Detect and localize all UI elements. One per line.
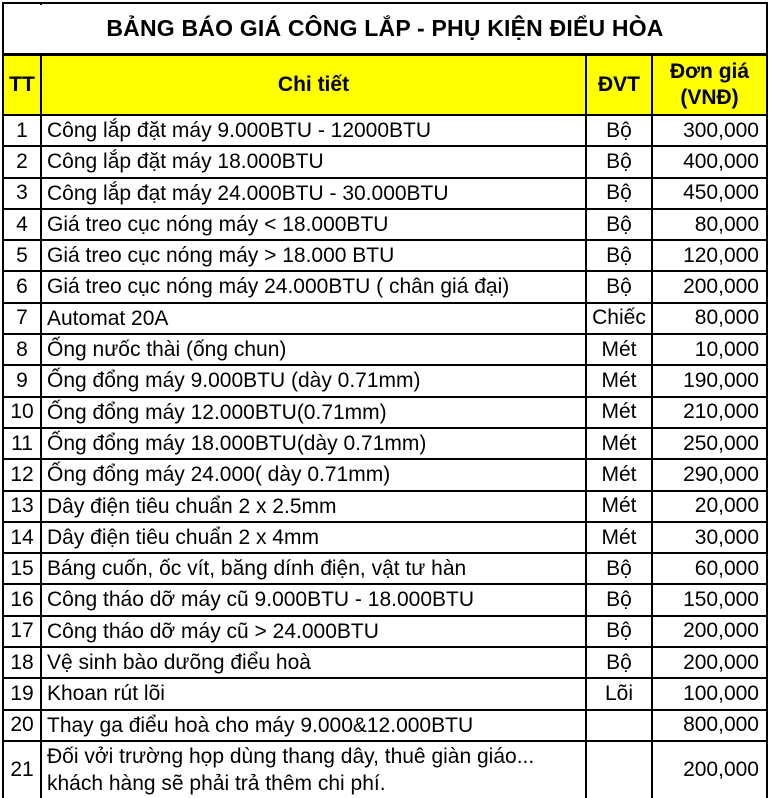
price-cell: 150,000 bbox=[652, 584, 767, 615]
unit-cell: Bộ bbox=[586, 178, 652, 209]
detail-cell: Báng cuốn, ốc vít, băng dính điện, vật tư hàn bbox=[41, 553, 586, 584]
detail-cell: Giá treo cục nóng máy < 18.000BTU bbox=[41, 209, 586, 240]
detail-cell: Công lắp đạt máy 24.000BTU - 30.000BTU bbox=[41, 178, 586, 209]
price-cell: 190,000 bbox=[652, 365, 767, 396]
price-cell: 60,000 bbox=[652, 553, 767, 584]
unit-cell: Bộ bbox=[586, 115, 652, 146]
price-cell: 200,000 bbox=[652, 616, 767, 647]
unit-cell: Bộ bbox=[586, 647, 652, 678]
unit-cell: Bộ bbox=[586, 209, 652, 240]
price-cell: 80,000 bbox=[652, 209, 767, 240]
table-row bbox=[3, 334, 767, 365]
detail-cell: Công tháo dỡ máy cũ 9.000BTU - 18.000BTU bbox=[41, 584, 586, 615]
row-number-cell: 15 bbox=[3, 553, 41, 584]
row-number-cell: 8 bbox=[3, 334, 41, 365]
title-row bbox=[3, 3, 767, 55]
price-cell: 210,000 bbox=[652, 397, 767, 428]
table-row bbox=[3, 678, 767, 709]
row-number-cell: 20 bbox=[3, 710, 41, 741]
table-row bbox=[3, 584, 767, 615]
price-cell: 200,000 bbox=[652, 271, 767, 302]
detail-cell: Automat 20A bbox=[41, 303, 586, 334]
price-list-page bbox=[0, 2, 770, 798]
row-number-cell: 17 bbox=[3, 616, 41, 647]
unit-cell: Bộ bbox=[586, 240, 652, 271]
price-table bbox=[2, 2, 768, 798]
detail-cell: Dây điện tiêu chuẩn 2 x 4mm bbox=[41, 522, 586, 553]
detail-cell: Ống đổng máy 18.000BTU(dày 0.71mm) bbox=[41, 428, 586, 459]
row-number-cell: 11 bbox=[3, 428, 41, 459]
price-cell: 200,000 bbox=[652, 741, 767, 798]
table-row bbox=[3, 459, 767, 490]
price-cell: 200,000 bbox=[652, 647, 767, 678]
price-cell: 30,000 bbox=[652, 522, 767, 553]
table-row bbox=[3, 178, 767, 209]
row-number-cell: 12 bbox=[3, 459, 41, 490]
detail-cell: Công lắp đặt máy 18.000BTU bbox=[41, 146, 586, 177]
column-header-detail: Chi tiết bbox=[41, 55, 586, 116]
table-row bbox=[3, 522, 767, 553]
detail-cell: Vệ sinh bào dưõng điểu hoà bbox=[41, 647, 586, 678]
unit-cell: Bộ bbox=[586, 584, 652, 615]
unit-cell: Bộ bbox=[586, 553, 652, 584]
detail-cell: Công tháo dỡ máy cũ > 24.000BTU bbox=[41, 616, 586, 647]
unit-cell: Lõi bbox=[586, 678, 652, 709]
unit-cell: Mét bbox=[586, 459, 652, 490]
column-header-price: Đơn giá (VNĐ) bbox=[652, 55, 767, 116]
row-number-cell: 9 bbox=[3, 365, 41, 396]
row-number-cell: 1 bbox=[3, 115, 41, 146]
table-row bbox=[3, 271, 767, 302]
unit-cell: Mét bbox=[586, 428, 652, 459]
price-cell: 120,000 bbox=[652, 240, 767, 271]
detail-cell: Giá treo cục nóng máy 24.000BTU ( chân giá đại) bbox=[41, 271, 586, 302]
price-cell: 300,000 bbox=[652, 115, 767, 146]
row-number-cell: 19 bbox=[3, 678, 41, 709]
table-row bbox=[3, 616, 767, 647]
price-cell: 100,000 bbox=[652, 678, 767, 709]
column-header-tt: TT bbox=[3, 55, 41, 116]
page-title: BẢNG BÁO GIÁ CÔNG LẮP - PHỤ KIỆN ĐIỂU HÒA bbox=[3, 3, 767, 55]
price-cell: 20,000 bbox=[652, 491, 767, 522]
price-cell: 400,000 bbox=[652, 146, 767, 177]
row-number-cell: 13 bbox=[3, 491, 41, 522]
detail-cell: Ống đổng máy 12.000BTU(0.71mm) bbox=[41, 397, 586, 428]
detail-cell: Thay ga điểu hoà cho máy 9.000&12.000BTU bbox=[41, 710, 586, 741]
row-number-cell: 5 bbox=[3, 240, 41, 271]
row-number-cell: 3 bbox=[3, 178, 41, 209]
row-number-cell: 6 bbox=[3, 271, 41, 302]
row-number-cell: 18 bbox=[3, 647, 41, 678]
unit-cell: Bộ bbox=[586, 616, 652, 647]
table-row bbox=[3, 209, 767, 240]
table-row bbox=[3, 491, 767, 522]
price-cell: 250,000 bbox=[652, 428, 767, 459]
table-row bbox=[3, 397, 767, 428]
table-row bbox=[3, 303, 767, 334]
unit-cell: Mét bbox=[586, 491, 652, 522]
unit-cell bbox=[586, 741, 652, 798]
table-body bbox=[3, 115, 767, 798]
price-cell: 290,000 bbox=[652, 459, 767, 490]
detail-cell: Giá treo cục nóng máy > 18.000 BTU bbox=[41, 240, 586, 271]
table-row bbox=[3, 146, 767, 177]
unit-cell bbox=[586, 710, 652, 741]
table-row bbox=[3, 365, 767, 396]
detail-cell: Ống đổng máy 24.000( dày 0.71mm) bbox=[41, 459, 586, 490]
table-row bbox=[3, 741, 767, 798]
price-cell: 450,000 bbox=[652, 178, 767, 209]
table-row bbox=[3, 428, 767, 459]
detail-cell: Công lắp đặt máy 9.000BTU - 12000BTU bbox=[41, 115, 586, 146]
price-cell: 10,000 bbox=[652, 334, 767, 365]
row-number-cell: 21 bbox=[3, 741, 41, 798]
price-cell: 800,000 bbox=[652, 710, 767, 741]
row-number-cell: 4 bbox=[3, 209, 41, 240]
row-number-cell: 10 bbox=[3, 397, 41, 428]
cropped-gridline-artifact bbox=[40, 2, 42, 5]
table-row bbox=[3, 115, 767, 146]
unit-cell: Chiếc bbox=[586, 303, 652, 334]
table-row bbox=[3, 240, 767, 271]
row-number-cell: 2 bbox=[3, 146, 41, 177]
header-row bbox=[3, 55, 767, 116]
detail-cell: Dây điện tiêu chuẩn 2 x 2.5mm bbox=[41, 491, 586, 522]
unit-cell: Bộ bbox=[586, 271, 652, 302]
detail-cell: Ống nưốc thài (ống chun) bbox=[41, 334, 586, 365]
unit-cell: Mét bbox=[586, 397, 652, 428]
price-cell: 80,000 bbox=[652, 303, 767, 334]
unit-cell: Bộ bbox=[586, 146, 652, 177]
detail-cell: Đối vởi trường họp dùng thang dây, thuê giàn giáo... khách hàng sẽ phải trả thêm chi phí. bbox=[41, 741, 586, 798]
row-number-cell: 16 bbox=[3, 584, 41, 615]
table-row bbox=[3, 553, 767, 584]
detail-cell: Ống đổng máy 9.000BTU (dày 0.71mm) bbox=[41, 365, 586, 396]
row-number-cell: 7 bbox=[3, 303, 41, 334]
column-header-unit: ĐVT bbox=[586, 55, 652, 116]
table-row bbox=[3, 647, 767, 678]
detail-cell: Khoan rút lõi bbox=[41, 678, 586, 709]
unit-cell: Mét bbox=[586, 365, 652, 396]
unit-cell: Mét bbox=[586, 334, 652, 365]
table-row bbox=[3, 710, 767, 741]
unit-cell: Mét bbox=[586, 522, 652, 553]
row-number-cell: 14 bbox=[3, 522, 41, 553]
